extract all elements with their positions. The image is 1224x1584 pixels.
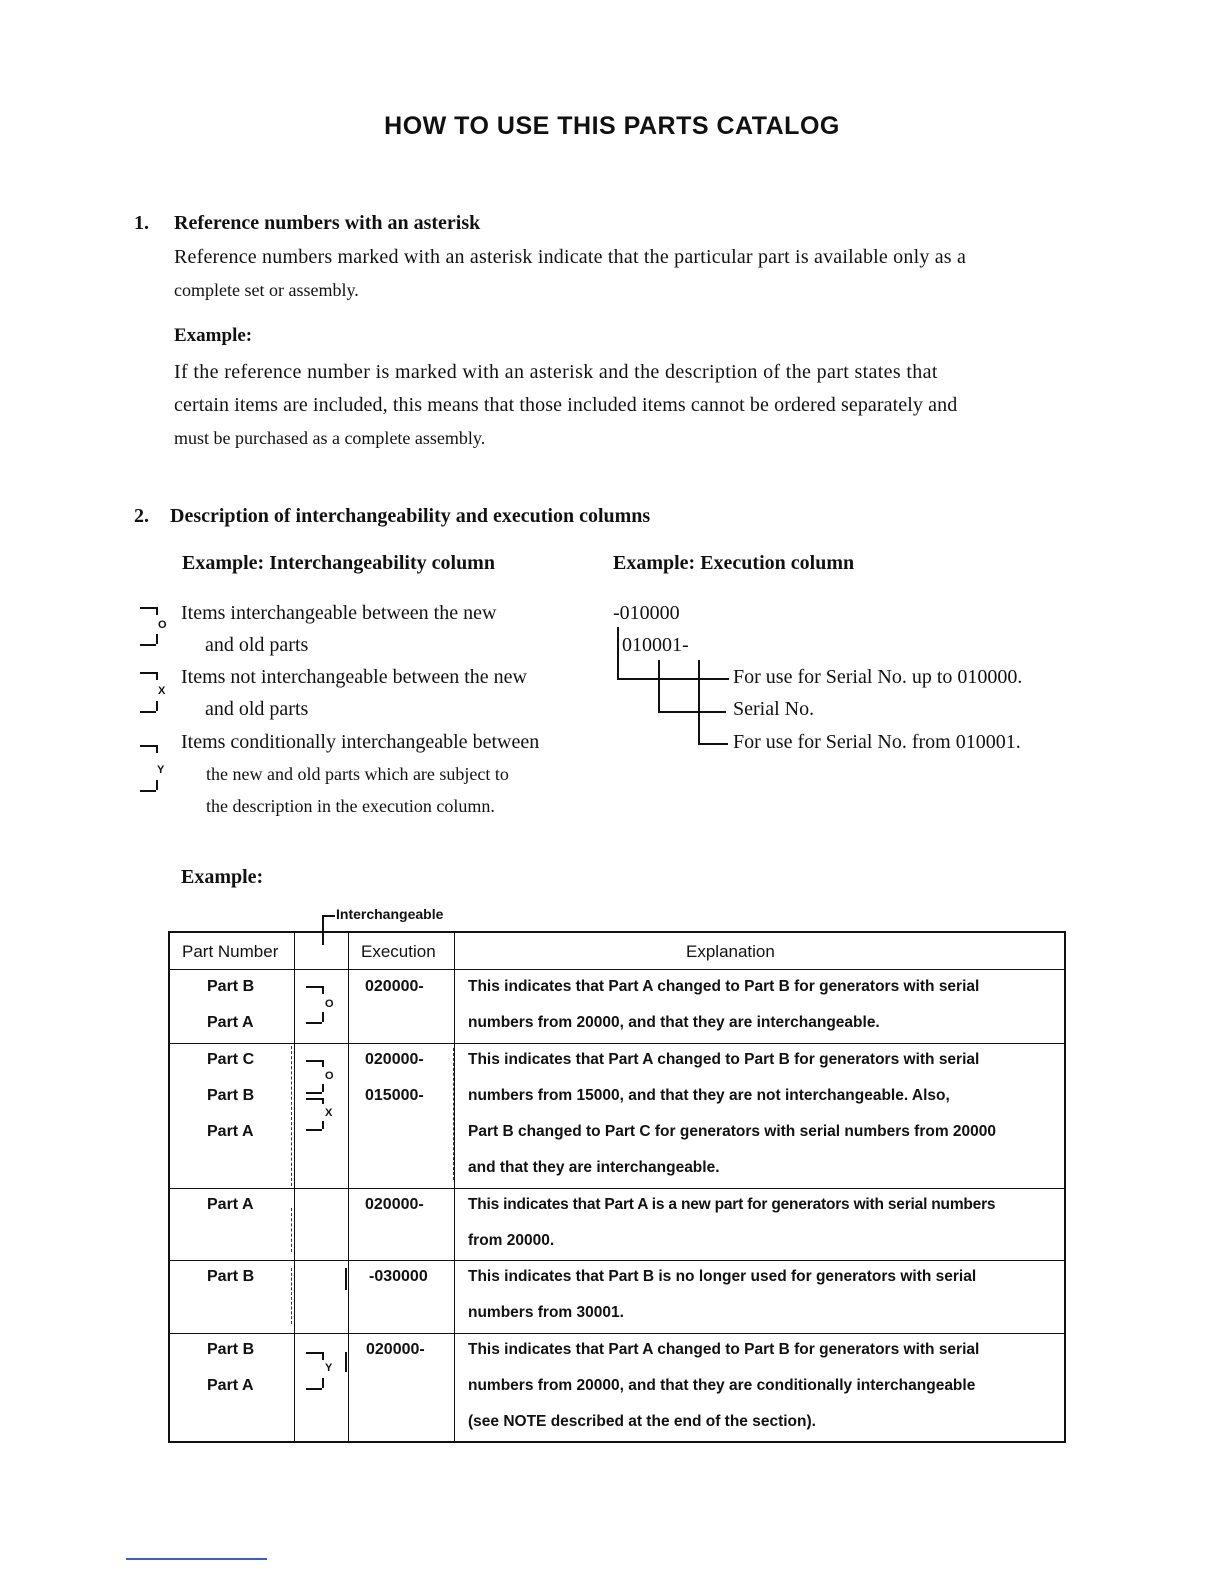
- inter-item-x-line1: Items not interchangeable between the new: [181, 666, 527, 688]
- table-row-2-part-b: Part B: [207, 1087, 255, 1104]
- table-row-4-expl-2: numbers from 30001.: [468, 1304, 624, 1321]
- interchangeable-label: Interchangeable: [336, 906, 444, 922]
- row-5-execution-tick: [345, 1352, 347, 1372]
- table-row-3-expl-1: This indicates that Part A is a new part for generators with serial numbers: [468, 1196, 996, 1213]
- exec-leader-line: [698, 743, 728, 745]
- row-2-dashed-guide: [291, 1046, 292, 1186]
- exec-label-upto: For use for Serial No. up to 010000.: [733, 666, 1023, 688]
- table-row-2-expl-1: This indicates that Part A changed to Part B for generators with serial: [468, 1051, 980, 1068]
- table-row-2-execution-2: 015000-: [365, 1087, 424, 1104]
- exec-value-upto: -010000: [613, 602, 680, 624]
- exec-leader-line: [658, 711, 726, 713]
- table-row-2-expl-4: and that they are interchangeable.: [468, 1159, 720, 1176]
- table-row-5-expl-2: numbers from 20000, and that they are conditionally interchangeable: [468, 1377, 976, 1394]
- header-explanation: Explanation: [686, 942, 775, 961]
- inter-item-x-line2: and old parts: [205, 698, 309, 720]
- table-row-2-expl-2: numbers from 15000, and that they are not interchangeable. Also,: [468, 1087, 950, 1104]
- interchangeable-symbol-icon: O: [140, 607, 162, 651]
- section-1-para1-line1: Reference numbers marked with an asterisk indicate that the particular part is available only as a: [174, 246, 967, 268]
- row-1-interchangeable-icon: O: [306, 986, 328, 1028]
- inter-item-y-line3: the description in the execution column.: [206, 796, 495, 816]
- execution-heading: Example: Execution column: [613, 552, 855, 574]
- table-row-5-execution: 020000-: [366, 1341, 425, 1358]
- not-interchangeable-symbol-icon: X: [140, 672, 162, 720]
- exec-leader-line: [698, 660, 700, 744]
- exec-label-from: For use for Serial No. from 010001.: [733, 731, 1021, 753]
- section-1-para2-line1: If the reference number is marked with an asterisk and the description of the part states that: [174, 361, 938, 383]
- table-row-1-expl-2: numbers from 20000, and that they are interchangeable.: [468, 1014, 880, 1031]
- table-row-5-part-b: Part B: [207, 1341, 255, 1358]
- inter-item-y-line2: the new and old parts which are subject to: [206, 764, 509, 784]
- table-row-1-execution: 020000-: [365, 978, 424, 995]
- table-row-2-expl-3: Part B changed to Part C for generators with serial numbers from 20000: [468, 1123, 997, 1140]
- table-row-3-execution: 020000-: [365, 1196, 424, 1213]
- table-row-5-expl-1: This indicates that Part A changed to Part B for generators with serial: [468, 1341, 980, 1358]
- table-row-3-part-a: Part A: [207, 1196, 254, 1213]
- exec-label-serial: Serial No.: [733, 698, 815, 720]
- row-4-dashed-guide: [291, 1268, 292, 1324]
- table-row-2-execution-1: 020000-: [365, 1051, 424, 1068]
- section-2-example-label: Example:: [181, 866, 264, 888]
- exec-leader-line: [658, 660, 660, 712]
- table-row-2-part-c: Part C: [207, 1051, 255, 1068]
- table-row-4-execution: -030000: [369, 1268, 428, 1285]
- inter-item-o-line1: Items interchangeable between the new: [181, 602, 497, 624]
- table-row-2-part-a: Part A: [207, 1123, 254, 1140]
- header-part-number: Part Number: [182, 942, 279, 961]
- header-execution: Execution: [361, 942, 436, 961]
- footer-rule: [126, 1558, 267, 1560]
- section-2-number: 2.: [134, 505, 149, 527]
- row-2-interchange-icon: O X: [306, 1060, 328, 1138]
- section-1-para2-line2: certain items are included, this means that those included items cannot be ordered separately and: [174, 394, 958, 416]
- table-row-4-part-b: Part B: [207, 1268, 255, 1285]
- table-row-5-expl-3: (see NOTE described at the end of the section).: [468, 1413, 816, 1430]
- table-row-1-part-a: Part A: [207, 1014, 254, 1031]
- table-row-1-part-b: Part B: [207, 978, 255, 995]
- section-2-heading: Description of interchangeability and execution columns: [170, 505, 651, 527]
- interchangeable-pointer: [323, 915, 335, 917]
- section-1-example-label: Example:: [174, 325, 253, 346]
- table-row-4-expl-1: This indicates that Part B is no longer used for generators with serial: [468, 1268, 977, 1285]
- interchangeability-heading: Example: Interchangeability column: [182, 552, 495, 574]
- table-row-3-expl-2: from 20000.: [468, 1232, 555, 1249]
- inter-item-o-line2: and old parts: [205, 634, 309, 656]
- conditional-symbol-icon: Y: [140, 745, 162, 800]
- row-4-execution-tick: [345, 1268, 347, 1290]
- row-5-conditional-icon: Y: [306, 1352, 328, 1394]
- exec-value-from: 010001-: [622, 634, 689, 656]
- example-table: [168, 931, 1066, 1443]
- section-1-para1-line2: complete set or assembly.: [174, 280, 359, 300]
- section-1-heading: Reference numbers with an asterisk: [174, 212, 481, 234]
- inter-item-y-line1: Items conditionally interchangeable between: [181, 731, 540, 753]
- row-2-dashed-divider: [453, 1048, 454, 1180]
- exec-bracket-line: [617, 627, 619, 679]
- exec-leader-line: [617, 678, 729, 680]
- table-row-1-expl-1: This indicates that Part A changed to Part B for generators with serial: [468, 978, 980, 995]
- section-1-number: 1.: [134, 212, 149, 234]
- row-3-dashed-guide: [291, 1208, 292, 1252]
- page-title: HOW TO USE THIS PARTS CATALOG: [384, 112, 840, 140]
- table-row-5-part-a: Part A: [207, 1377, 254, 1394]
- section-1-para2-line3: must be purchased as a complete assembly.: [174, 428, 486, 448]
